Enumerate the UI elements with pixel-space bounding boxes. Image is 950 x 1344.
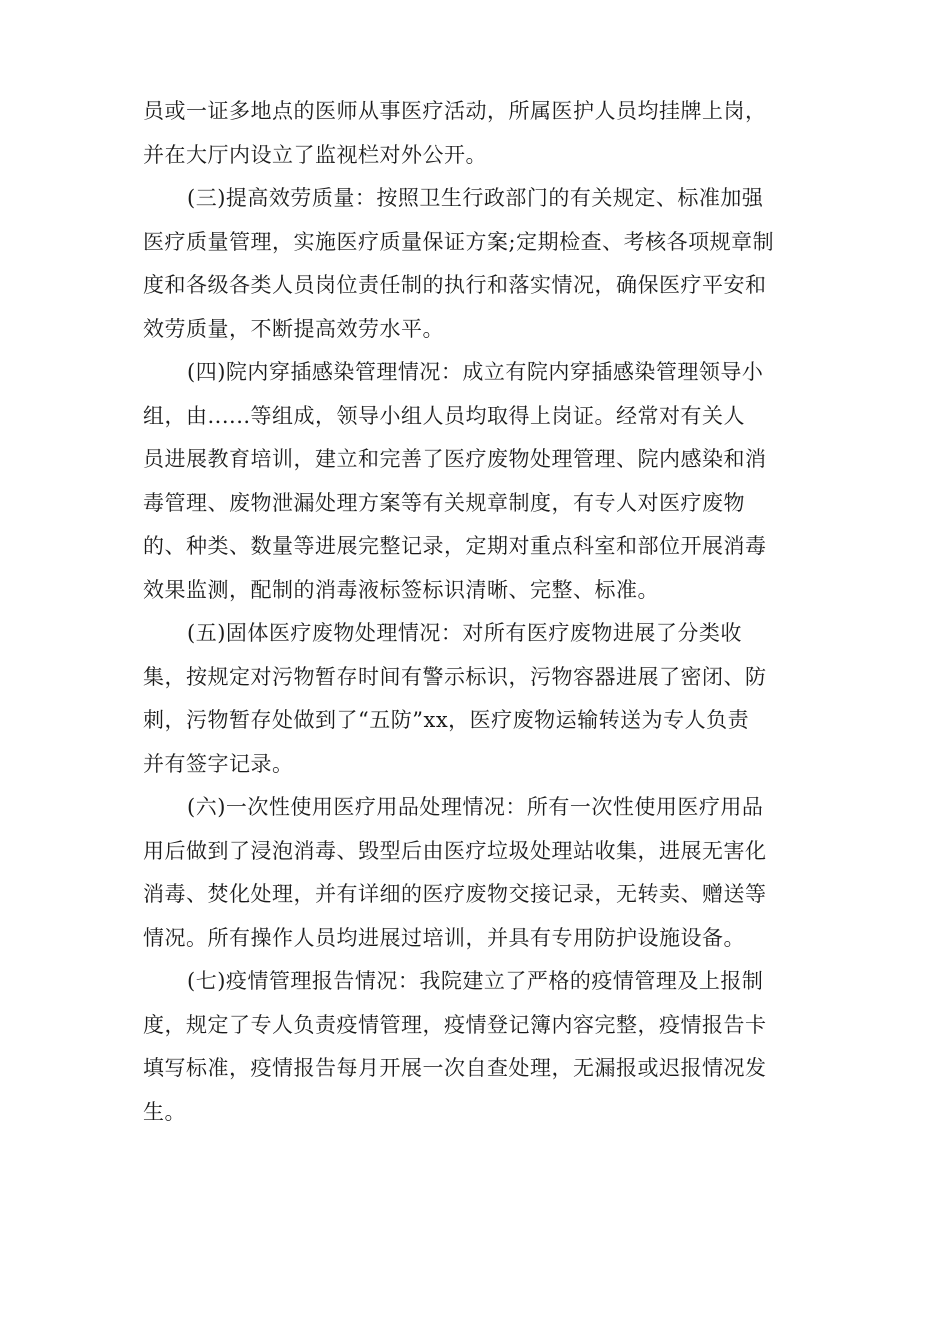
paragraph-section-5 [143, 612, 807, 786]
paragraph-section-6 [143, 786, 807, 960]
text-line: 用后做到了浸泡消毒、毁型后由医疗垃圾处理站收集，进展无害化 [143, 838, 767, 863]
text-line: (四)院内穿插感染管理情况：成立有院内穿插感染管理领导小 [187, 360, 764, 384]
text-line: (六)一次性使用医疗用品处理情况：所有一次性使用医疗用品 [187, 795, 764, 819]
paragraph-section-7 [143, 960, 807, 1134]
text-line: 医疗质量管理，实施医疗质量保证方案;定期检查、考核各项规章制 [143, 229, 775, 254]
text-line: 集，按规定对污物暂存时间有警示标识，污物容器进展了密闭、防 [143, 664, 767, 689]
text-line: 情况。所有操作人员均进展过培训，并具有专用防护设施设备。 [143, 925, 745, 950]
text-line: (七)疫情管理报告情况：我院建立了严格的疫情管理及上报制 [187, 969, 764, 993]
text-line: 刺，污物暂存处做到了“五防”xx，医疗废物运输转送为专人负责 [143, 708, 750, 732]
document-body [143, 90, 807, 1134]
text-line: 的、种类、数量等进展完整记录，定期对重点科室和部位开展消毒 [143, 534, 767, 558]
text-line: 员或一证多地点的医师从事医疗活动，所属医护人员均挂牌上岗， [143, 99, 767, 123]
text-line: 效果监测，配制的消毒液标签标识清晰、完整、标准。 [143, 577, 659, 602]
text-line: 并有签字记录。 [143, 751, 294, 776]
paragraph-section-3 [143, 177, 807, 351]
text-line: 毒管理、废物泄漏处理方案等有关规章制度，有专人对医疗废物 [143, 490, 745, 515]
text-line: (三)提高效劳质量：按照卫生行政部门的有关规定、标准加强 [187, 186, 764, 210]
text-line: 并在大厅内设立了监视栏对外公开。 [143, 142, 487, 167]
text-line: 填写标准，疫情报告每月开展一次自查处理，无漏报或迟报情况发 [143, 1056, 767, 1080]
text-line: 度，规定了专人负责疫情管理，疫情登记簿内容完整，疫情报告卡 [143, 1012, 767, 1037]
paragraph-continuation [143, 90, 807, 177]
text-line: 员进展教育培训，建立和完善了医疗废物处理管理、院内感染和消 [143, 447, 767, 471]
text-line: 生。 [143, 1099, 186, 1124]
text-line: (五)固体医疗废物处理情况：对所有医疗废物进展了分类收 [187, 621, 742, 645]
paragraph-section-4 [143, 351, 807, 612]
text-line: 组，由......等组成，领导小组人员均取得上岗证。经常对有关人 [143, 403, 746, 428]
text-line: 消毒、焚化处理，并有详细的医疗废物交接记录，无转卖、赠送等 [143, 882, 767, 906]
text-line: 效劳质量，不断提高效劳水平。 [143, 316, 444, 341]
text-line: 度和各级各类人员岗位责任制的执行和落实情况，确保医疗平安和 [143, 273, 767, 297]
